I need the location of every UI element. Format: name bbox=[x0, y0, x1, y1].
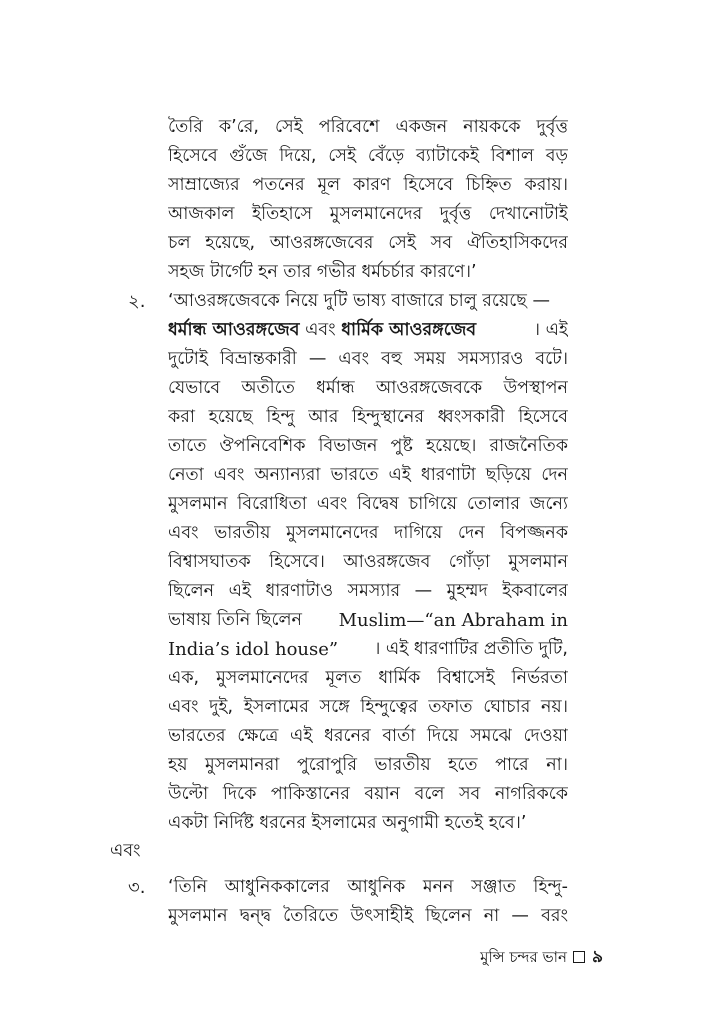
quote-continuation bbox=[168, 113, 568, 287]
item-number-2: ২. bbox=[128, 291, 146, 312]
text-span: এবং bbox=[299, 320, 342, 340]
text-line: তৈরি ক’রে, সেই পরিবেশে একজন নায়ককে দুর্বৃত্ত bbox=[168, 117, 568, 137]
text-line: মুসলমান দ্বন্দ্ব তৈরিতে উৎসাহীই ছিলেন না — বরং bbox=[168, 906, 568, 926]
text-line: আজকাল ইতিহাসে মুসলমানেদের দুর্বৃত্ত দেখানোটাই bbox=[168, 204, 568, 224]
text-line: তাতে ঔপনিবেশিক বিভাজন পুষ্ট হয়েছে। রাজনৈতিক bbox=[168, 436, 568, 456]
text-line: করা হয়েছে হিন্দু আর হিন্দুস্থানের ধ্বংসকারী হিসেবে bbox=[168, 407, 568, 427]
text-line: বিশ্বাসঘাতক হিসেবে। আওরঙ্গজেব গোঁড়া মুসলমান bbox=[168, 552, 568, 572]
text-line: মুসলমান বিরোধিতা এবং বিদ্বেষ চাগিয়ে তোলার জন্যে bbox=[168, 494, 568, 514]
numbered-quote-3 bbox=[168, 873, 568, 931]
text-line: হিসেবে গুঁজে দিয়ে, সেই বেঁড়ে ব্যাটাকেই বিশাল বড় bbox=[168, 146, 568, 166]
text-line: হয় মুসলমানরা পুরোপুরি ভারতীয় হতে পারে না। bbox=[168, 755, 568, 775]
text-line: এবং দুই, ইসলামের সঙ্গে হিন্দুত্বের তফাত ঘোচার নয়। bbox=[168, 697, 568, 717]
item-number-3: ৩. bbox=[128, 877, 146, 898]
text-line: চল হয়েছে, আওরঙ্গজেবের সেই সব ঐতিহাসিকদের bbox=[168, 233, 568, 253]
text-span: ভাষায় তিনি ছিলেন bbox=[168, 610, 308, 630]
text-line: ভারতের ক্ষেত্রে এই ধরনের বার্তা দিয়ে সমঝে দেওয়া bbox=[168, 726, 568, 746]
page-footer bbox=[480, 945, 603, 969]
running-title: মুন্সি চন্দর ভান bbox=[480, 948, 567, 966]
text-line: সহজ টার্গেট হন তার গভীর ধর্মচর্চার কারণে।’ bbox=[168, 262, 477, 282]
text-line: দুটোই বিভ্রান্তকারী — এবং বহু সময় সমস্যারও বটে। bbox=[168, 349, 568, 369]
bold-term: ধার্মিক আওরঙ্গজেব bbox=[341, 320, 477, 340]
text-line: সাম্রাজ্যের পতনের মূল কারণ হিসেবে চিহ্নিত করায়। bbox=[168, 175, 568, 195]
english-quote: India’s idol house” bbox=[168, 639, 339, 660]
text-line: একটা নির্দিষ্ট ধরনের ইসলামের অনুগামী হতেই হবে।’ bbox=[168, 813, 527, 833]
text-line-with-emphasis bbox=[168, 316, 568, 345]
page-number: ৯ bbox=[591, 947, 603, 967]
text-line: নেতা এবং অন্যান্যরা ভারতে এই ধারণাটা ছড়িয়ে দেন bbox=[168, 465, 568, 485]
mixed-language-line bbox=[168, 635, 568, 664]
text-line: যেভাবে অতীতে ধর্মান্ধ আওরঙ্গজেবকে উপস্থাপন bbox=[168, 378, 568, 398]
text-line: এক, মুসলমানেদের মূলত ধার্মিক বিশ্বাসেই নির্ভরতা bbox=[168, 668, 568, 688]
connector-word: এবং bbox=[110, 841, 141, 861]
square-separator-icon bbox=[573, 951, 585, 963]
bold-term: ধর্মান্ধ আওরঙ্গজেব bbox=[168, 320, 300, 340]
text-line: ‘আওরঙ্গজেবকে নিয়ে দুটি ভাষ্য বাজারে চালু রয়েছে — bbox=[168, 291, 550, 311]
text-line: ‘তিনি আধুনিককালের আধুনিক মনন সঞ্জাত হিন্দু- bbox=[168, 877, 568, 897]
text-line: ছিলেন এই ধারণাটাও সমস্যার — মুহম্মদ ইকবালের bbox=[168, 581, 568, 601]
numbered-quote-2 bbox=[168, 287, 568, 838]
text-span: । এই ধারণাটির প্রতীতি দুটি, bbox=[374, 639, 568, 659]
mixed-language-line bbox=[168, 606, 568, 635]
text-span: । এই bbox=[533, 320, 568, 340]
text-line: এবং ভারতীয় মুসলমানেদের দাগিয়ে দেন বিপজ্জনক bbox=[168, 523, 568, 543]
english-quote: Muslim—“an Abraham in bbox=[338, 610, 568, 631]
text-line: উল্টো দিকে পাকিস্তানের বয়ান বলে সব নাগরিককে bbox=[168, 784, 568, 804]
